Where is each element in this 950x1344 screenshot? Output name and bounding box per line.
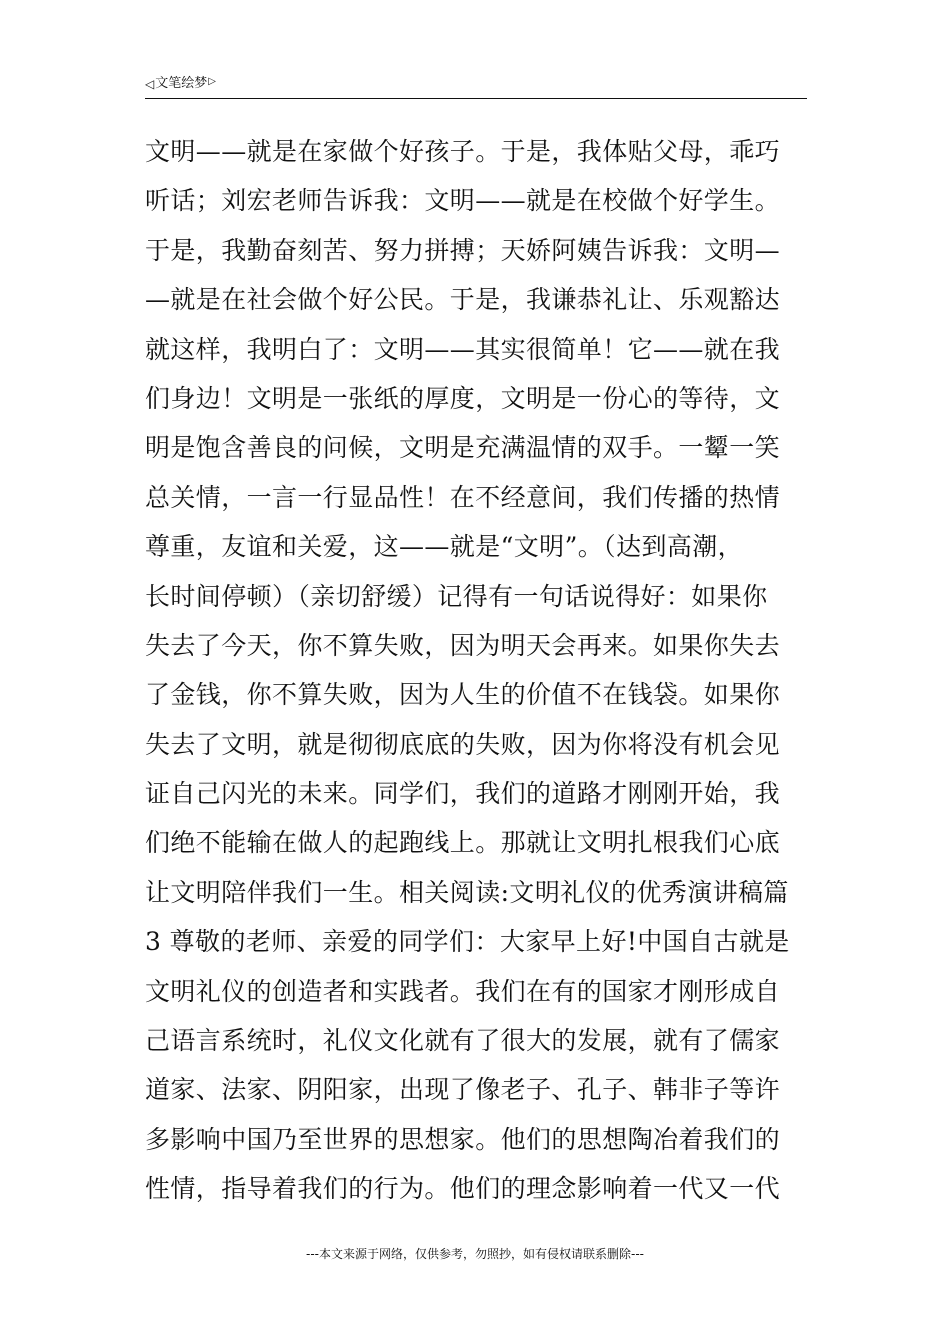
text-line: 尊重，友谊和关爱，这——就是“文明”。（达到高潮，	[145, 532, 744, 562]
text-line: 总关情，一言一行显品性！在不经意间，我们传播的热情	[145, 482, 781, 512]
left-triangle-icon: ◁	[145, 77, 155, 91]
text-line: 失去了今天，你不算失败，因为明天会再来。如果你失去	[145, 630, 781, 660]
text-line: 于是，我勤奋刻苦、努力拼搏；天娇阿姨告诉我：文明—	[145, 235, 781, 265]
text-line: 道家、法家、阴阳家，出现了像老子、孔子、韩非子等许	[145, 1075, 781, 1105]
text-line: 多影响中国乃至世界的思想家。他们的思想陶冶着我们的	[145, 1124, 781, 1154]
text-line: 听话；刘宏老师告诉我：文明——就是在校做个好学生。	[145, 186, 781, 216]
text-line: 长时间停顿）（亲切舒缓）记得有一句话说得好：如果你	[145, 581, 768, 611]
text-line: 文明——就是在家做个好孩子。于是，我体贴父母，乖巧	[145, 137, 781, 166]
text-line: 失去了文明，就是彻彻底底的失败，因为你将没有机会见	[145, 729, 781, 759]
body-text	[145, 127, 825, 1214]
text-line: 文明礼仪的创造者和实践者。我们在有的国家才刚形成自	[145, 976, 781, 1006]
text-line: 就这样，我明白了：文明——其实很简单！它——就在我	[145, 334, 781, 364]
text-line: 们绝不能输在做人的起跑线上。那就让文明扎根我们心底	[145, 828, 781, 858]
header-title: 文笔绘梦	[155, 76, 208, 91]
right-triangle-icon: ▷	[208, 76, 216, 87]
text-line: 了金钱，你不算失败，因为人生的价值不在钱袋。如果你	[145, 680, 781, 710]
text-line: 明是饱含善良的问候，文明是充满温情的双手。一颦一笑	[145, 433, 781, 463]
text-line: 性情，指导着我们的行为。他们的理念影响着一代又一代	[145, 1174, 781, 1204]
text-line: 己语言系统时，礼仪文化就有了很大的发展，就有了儒家	[145, 1026, 781, 1056]
page-header	[145, 74, 807, 99]
text-line: 3 尊敬的老师、亲爱的同学们：大家早上好!中国自古就是	[145, 927, 790, 957]
text-line: —就是在社会做个好公民。于是，我谦恭礼让、乐观豁达	[145, 285, 781, 315]
text-line: 让文明陪伴我们一生。相关阅读:文明礼仪的优秀演讲稿篇	[145, 877, 789, 907]
page-footer: ---本文来源于网络，仅供参考，勿照抄，如有侵权请联系删除---	[306, 1247, 644, 1261]
text-line: 们身边！文明是一张纸的厚度，文明是一份心的等待，文	[145, 383, 781, 413]
text-line: 证自己闪光的未来。同学们，我们的道路才刚刚开始，我	[145, 779, 781, 809]
